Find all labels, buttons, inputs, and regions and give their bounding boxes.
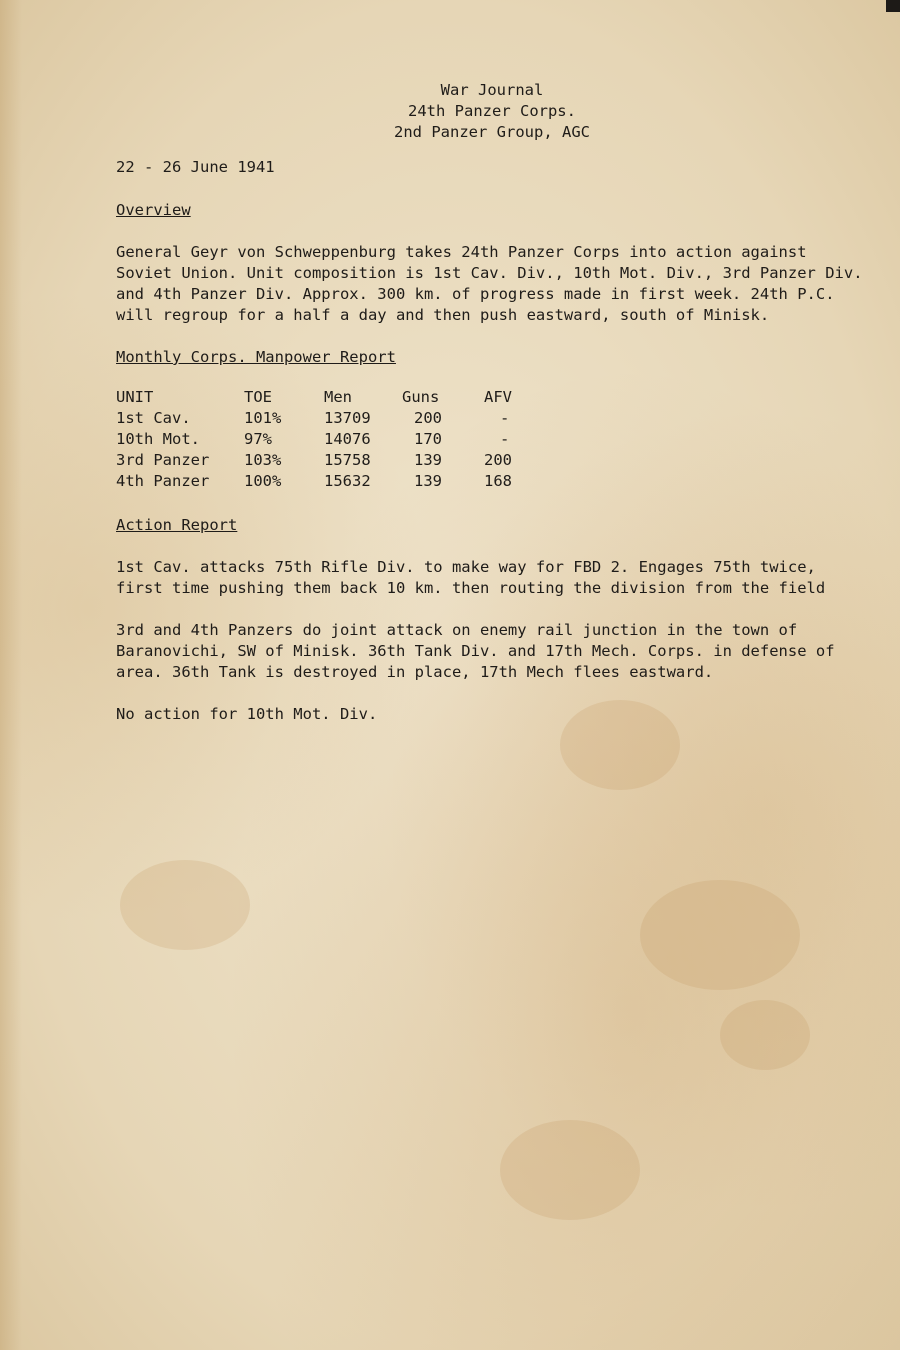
action-heading: Action Report — [116, 516, 238, 534]
action-line: area. 36th Tank is destroyed in place, 17th Mech flees eastward. — [116, 663, 714, 681]
table-row — [116, 450, 544, 471]
report-date: 22 - 26 June 1941 — [116, 158, 275, 176]
header-unit: 24th Panzer Corps. — [408, 102, 576, 120]
page-edge-stain — [0, 0, 22, 1350]
page-corner-shadow — [886, 0, 900, 12]
cell-men: 13709 — [324, 409, 371, 427]
action-line: first time pushing them back 10 km. then routing the division from the field — [116, 579, 826, 597]
cell-unit: 1st Cav. — [116, 409, 191, 427]
column-header-unit: UNIT — [116, 388, 154, 406]
overview-heading: Overview — [116, 201, 191, 219]
cell-men: 14076 — [324, 430, 371, 448]
header-group: 2nd Panzer Group, AGC — [394, 123, 590, 141]
action-line: No action for 10th Mot. Div. — [116, 705, 378, 723]
foxing-stain — [640, 880, 800, 990]
column-header-men: Men — [324, 388, 352, 406]
foxing-stain — [120, 860, 250, 950]
cell-toe: 101% — [244, 409, 282, 427]
overview-line: will regroup for a half a day and then push eastward, south of Minisk. — [116, 306, 770, 324]
column-header-toe: TOE — [244, 388, 272, 406]
action-line: Baranovichi, SW of Minisk. 36th Tank Div. and 17th Mech. Corps. in defense of — [116, 642, 835, 660]
foxing-stain — [500, 1120, 640, 1220]
cell-guns: 139 — [414, 451, 442, 469]
cell-afv: - — [500, 409, 510, 427]
cell-toe: 103% — [244, 451, 282, 469]
action-line: 3rd and 4th Panzers do joint attack on enemy rail junction in the town of — [116, 621, 798, 639]
foxing-stain — [720, 1000, 810, 1070]
cell-guns: 170 — [414, 430, 442, 448]
action-paragraph-cavalry — [116, 557, 826, 599]
cell-guns: 139 — [414, 472, 442, 490]
overview-line: General Geyr von Schweppenburg takes 24th Panzer Corps into action against — [116, 243, 807, 261]
overview-line: Soviet Union. Unit composition is 1st Cav. Div., 10th Mot. Div., 3rd Panzer Div. — [116, 264, 863, 282]
table-row — [116, 408, 544, 429]
document-header — [0, 80, 900, 143]
cell-unit: 3rd Panzer — [116, 451, 210, 469]
action-paragraph-motorized — [116, 704, 816, 725]
cell-men: 15632 — [324, 472, 371, 490]
cell-unit: 4th Panzer — [116, 472, 210, 490]
table-header-row — [116, 387, 544, 408]
cell-guns: 200 — [414, 409, 442, 427]
column-header-afv: AFV — [484, 388, 512, 406]
cell-afv: - — [500, 430, 510, 448]
cell-unit: 10th Mot. — [116, 430, 200, 448]
manpower-table — [116, 387, 544, 492]
action-paragraph-panzers — [116, 620, 835, 683]
header-title: War Journal — [440, 81, 544, 99]
cell-men: 15758 — [324, 451, 371, 469]
manpower-heading: Monthly Corps. Manpower Report — [116, 348, 396, 366]
column-header-guns: Guns — [402, 388, 440, 406]
cell-toe: 97% — [244, 430, 272, 448]
cell-afv: 168 — [484, 472, 512, 490]
table-row — [116, 429, 544, 450]
action-line: 1st Cav. attacks 75th Rifle Div. to make way for FBD 2. Engages 75th twice, — [116, 558, 816, 576]
overview-line: and 4th Panzer Div. Approx. 300 km. of progress made in first week. 24th P.C. — [116, 285, 835, 303]
table-row — [116, 471, 544, 492]
cell-afv: 200 — [484, 451, 512, 469]
overview-paragraph — [116, 242, 863, 326]
cell-toe: 100% — [244, 472, 282, 490]
